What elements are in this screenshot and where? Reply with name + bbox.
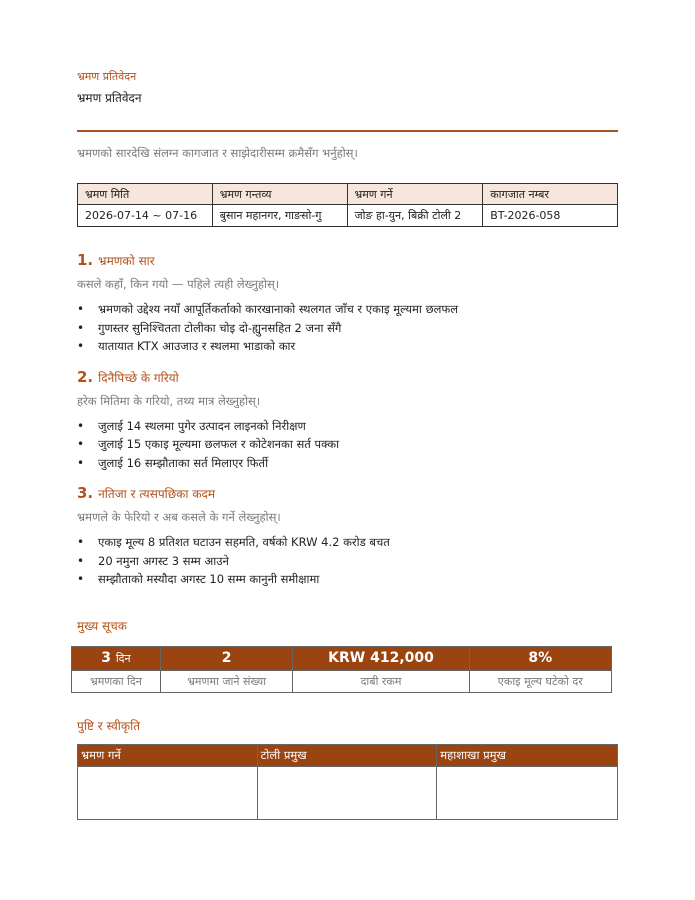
bullet-icon: •	[77, 455, 85, 470]
section-number: 3.	[77, 484, 94, 502]
kpi-value-days	[72, 646, 161, 670]
list-item[interactable]	[77, 435, 618, 454]
kpi-table	[71, 646, 612, 693]
cell-trip-date[interactable]: 2026-07-14 ~ 07-16	[78, 205, 213, 227]
bullet-icon: •	[77, 320, 85, 335]
kpi-value-people	[160, 646, 293, 670]
list-item-text: एकाइ मूल्य 8 प्रतिशत घटाउन सहमति, वर्षको KRW 4.2 करोड बचत	[98, 535, 390, 549]
signature-box-division-head[interactable]	[437, 766, 618, 819]
cell-traveler[interactable]: जोङ हा-युन, बिक्री टोली 2	[347, 205, 483, 227]
kpi-value-claim	[293, 646, 469, 670]
intro-text: भ्रमणको सारदेखि संलग्न कागजात र साझेदारीसम्म क्रमैसँग भर्नुहोस्।	[77, 146, 358, 160]
header-traveler-sign: भ्रमण गर्ने	[78, 744, 258, 766]
list-item-text: जुलाई 14 स्थलमा पुगेर उत्पादन लाइनको निरीक्षण	[98, 418, 306, 433]
list-item[interactable]	[77, 570, 618, 589]
list-item-text: यातायात KTX आउजाउ र स्थलमा भाडाको कार	[98, 339, 296, 353]
bullet-list	[77, 417, 618, 473]
kpi-labels-row	[72, 670, 612, 692]
bullet-list	[77, 533, 618, 589]
kpi-value: 8%	[528, 650, 553, 666]
section-number: 2.	[77, 367, 94, 386]
section-number: 1.	[77, 251, 94, 269]
bullet-list	[77, 300, 618, 356]
report-page	[77, 66, 618, 820]
section-hint: हरेक मितिमा के गरियो, तथ्य मात्र लेख्नुहोस्।	[77, 393, 261, 408]
bullet-icon: •	[77, 339, 85, 353]
divider	[77, 130, 618, 132]
list-item[interactable]	[77, 533, 618, 552]
signoff-header-row	[78, 744, 618, 766]
section-title: नतिजा र त्यसपछिका कदम	[98, 487, 216, 501]
cell-doc-number[interactable]: BT-2026-058	[483, 205, 618, 227]
section-hint: कसले कहाँ, किन गयो — पहिले त्यही लेख्नुहोस्।	[77, 277, 280, 291]
kpi-label: एकाइ मूल्य घटेको दर	[469, 670, 611, 692]
kpi-values-row	[72, 646, 612, 670]
header-traveler: भ्रमण गर्ने	[347, 184, 483, 205]
list-item[interactable]	[77, 300, 618, 319]
section-heading	[77, 484, 618, 502]
section-hint: भ्रमणले के फेरियो र अब कसले के गर्ने लेख्नुहोस्।	[77, 510, 281, 524]
kpi-label: दाबी रकम	[293, 670, 469, 692]
cell-destination[interactable]: बुसान महानगर, गाङसो-गु	[212, 205, 347, 227]
list-item[interactable]	[77, 337, 618, 356]
list-item-text: सम्झौताको मस्यौदा अगस्ट 10 सम्म कानुनी समीक्षामा	[98, 572, 320, 586]
list-item-text: भ्रमणको उद्देश्य नयाँ आपूर्तिकर्ताको कारखानाको स्थलगत जाँच र एकाइ मूल्यमा छलफल	[98, 302, 459, 316]
list-item[interactable]	[77, 454, 618, 473]
header-division-head-sign: महाशाखा प्रमुख	[437, 744, 618, 766]
kpi-value-reduction	[469, 646, 611, 670]
kpi-heading: मुख्य सूचक	[77, 618, 127, 633]
kpi-value: KRW 412,000	[328, 650, 434, 666]
list-item[interactable]	[77, 552, 618, 571]
bullet-icon: •	[77, 418, 85, 433]
section-heading	[77, 251, 618, 269]
list-item-text: जुलाई 15 एकाइ मूल्यमा छलफल र कोटेशनका सर्त पक्का	[98, 437, 340, 451]
list-item-text: 20 नमुना अगस्ट 3 सम्म आउने	[98, 553, 229, 568]
kpi-label: भ्रमणमा जाने संख्या	[160, 670, 293, 692]
signoff-heading: पुष्टि र स्वीकृति	[77, 718, 141, 733]
header-trip-date: भ्रमण मिति	[78, 184, 213, 205]
table-row	[78, 205, 618, 227]
list-item-text: जुलाई 16 सम्झौताका सर्त मिलाएर फिर्ती	[98, 455, 269, 470]
signoff-row	[78, 766, 618, 819]
signature-box-traveler[interactable]	[78, 766, 258, 819]
bullet-icon: •	[77, 553, 85, 568]
trip-info-table	[77, 183, 618, 227]
kpi-unit: दिन	[115, 652, 131, 665]
bullet-icon: •	[77, 572, 85, 586]
list-item-text: गुणस्तर सुनिश्चितता टोलीका चोइ दो-ह्युनसहित 2 जना सँगै	[98, 320, 342, 335]
table-header-row	[78, 184, 618, 205]
header-team-lead-sign: टोली प्रमुख	[257, 744, 437, 766]
section-title: दिनैपिच्छे के गरियो	[98, 370, 179, 385]
section-title: भ्रमणको सार	[98, 254, 155, 268]
bullet-icon: •	[77, 437, 85, 451]
signoff-table	[77, 744, 618, 820]
header-doc-number: कागजात नम्बर	[483, 184, 618, 205]
list-item[interactable]	[77, 417, 618, 436]
header-destination: भ्रमण गन्तव्य	[212, 184, 347, 205]
section-heading	[77, 368, 618, 386]
kpi-value: 3	[101, 650, 111, 666]
list-item[interactable]	[77, 319, 618, 338]
bullet-icon: •	[77, 535, 85, 549]
document-label: भ्रमण प्रतिवेदन	[77, 70, 137, 83]
document-title: भ्रमण प्रतिवेदन	[77, 91, 142, 105]
bullet-icon: •	[77, 302, 85, 316]
kpi-label: भ्रमणका दिन	[72, 670, 161, 692]
kpi-value: 2	[221, 650, 232, 666]
signature-box-team-lead[interactable]	[257, 766, 437, 819]
